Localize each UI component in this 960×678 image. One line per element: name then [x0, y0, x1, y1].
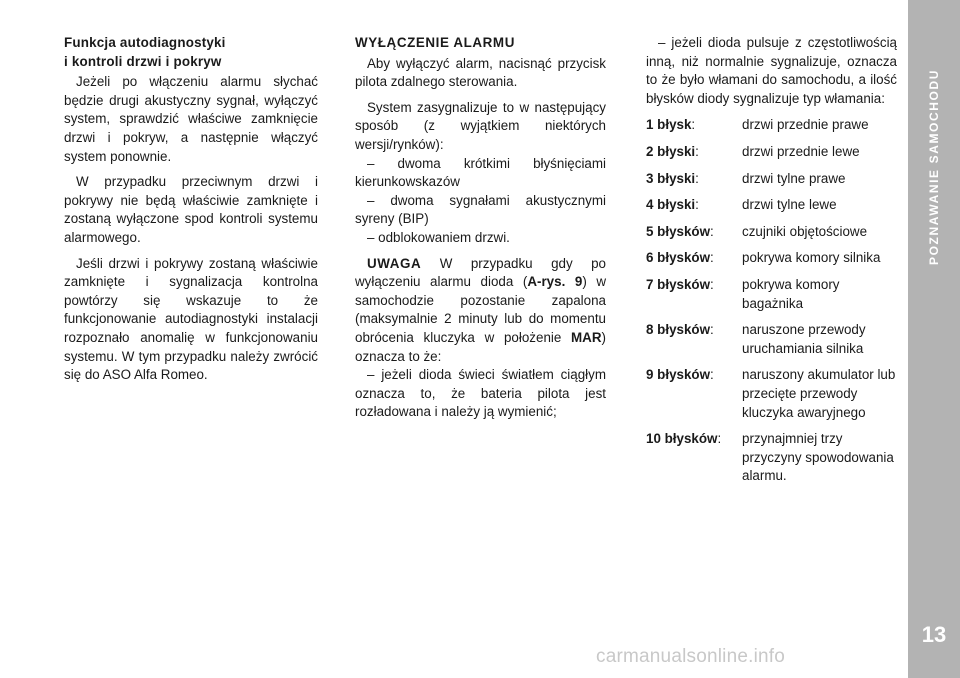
flash-description: drzwi przednie prawe: [742, 117, 869, 133]
flash-count-label: 8 błysków: [646, 322, 711, 338]
flash-row: [646, 116, 897, 135]
flash-description: naruszony akumulator lub przecięte przewody kluczyka awaryjnego: [742, 367, 896, 420]
flash-description: naruszone przewody uruchamiania silnika: [742, 322, 866, 356]
paragraph: – jeżeli dioda pulsuje z częstotliwością inną, niż normalnie sygnalizuje, oznacza to że było włamani do samochodu, a ilość błysków diody sygnalizuje typ włamania:: [646, 35, 897, 106]
flash-count-label: 6 błysków: [646, 250, 711, 266]
flash-row: [646, 366, 897, 422]
paragraph: System zasygnalizuje to w następujący sposób (z wyjątkiem niektórych wersji/rynków):: [355, 99, 606, 152]
paragraph: Jeżeli po włączeniu alarmu słychać będzie drugi akustyczny sygnał, wyłączyć system, sprawdzić właściwe zamknięcie drzwi i pokryw, a następnie włączyć system ponownie.: [64, 74, 318, 164]
flash-row: [646, 276, 897, 313]
paragraph: Jeśli drzwi i pokrywy zostaną właściwie zamknięte i sygnalizacja kontrolna powtórzy się wskazuje to że funkcjonowanie autodiagnostyki instalacji rozpoznało anomalię w funkcjonowaniu systemu. W tym przypadku należy zwrócić się do ASO Alfa Romeo.: [64, 255, 318, 383]
flash-count-label: 5 błysków: [646, 223, 711, 239]
flash-count: 3 błyski:: [646, 170, 699, 186]
paragraph: W przypadku przeciwnym drzwi i pokrywy nie będą właściwie zamknięte i zostaną wyłączone spod kontroli systemu alarmowego.: [64, 174, 318, 245]
flash-count: 9 błysków:: [646, 367, 714, 383]
flash-count-label: 3 błyski: [646, 170, 696, 186]
flash-count-label: 2 błyski: [646, 143, 696, 159]
flash-code-list: [646, 116, 897, 486]
flash-description: drzwi przednie lewe: [742, 143, 860, 159]
note-text: ) oznacza to że:: [355, 329, 606, 364]
chapter-title: POZNAWANIE SAMOCHODU: [927, 69, 941, 266]
flash-count-label: 7 błysków: [646, 276, 711, 292]
column-3: [646, 34, 897, 486]
flash-description: czujniki objętościowe: [742, 223, 868, 239]
flash-count-label: 1 błysk: [646, 117, 692, 133]
column-1: [64, 34, 318, 392]
flash-row: [646, 223, 897, 242]
list-item: – jeżeli dioda świeci światłem ciągłym oznacza to, że bateria pilota jest rozładowana i należy ją wymienić;: [355, 367, 606, 420]
flash-row: [646, 170, 897, 189]
flash-description: drzwi tylne prawe: [742, 170, 846, 186]
flash-description: drzwi tylne lewe: [742, 197, 837, 213]
flash-count: 10 błysków:: [646, 431, 722, 447]
flash-count: 4 błyski:: [646, 197, 699, 213]
flash-count: 2 błyski:: [646, 143, 699, 159]
watermark: carmanualsonline.info: [596, 646, 786, 667]
flash-row: [646, 249, 897, 268]
flash-count: 5 błysków:: [646, 223, 714, 239]
column-2: [355, 34, 606, 422]
section-heading-autodiagnostics: [64, 34, 318, 71]
list-item: – dwoma krótkimi błyśnięciami kierunkowskazów: [355, 155, 606, 190]
flash-count-label: 9 błysków: [646, 367, 711, 383]
flash-row: [646, 321, 897, 358]
figure-reference: A-rys. 9: [527, 274, 583, 290]
flash-row: [646, 143, 897, 162]
note-text: W przypadku gdy po wyłączeniu alarmu dioda (: [355, 255, 606, 290]
list-item: – odblokowaniem drzwi.: [367, 229, 510, 245]
paragraph: Aby wyłączyć alarm, nacisnąć przycisk pilota zdalnego sterowania.: [355, 55, 606, 90]
heading-line-1: Funkcja autodiagnostyki: [64, 35, 226, 50]
list-item: – dwoma sygnałami akustycznymi syreny (BIP): [355, 192, 606, 227]
flash-description: pokrywa komory bagażnika: [742, 276, 840, 311]
page-number: 13: [921, 622, 947, 647]
flash-count: 1 błysk:: [646, 117, 696, 133]
flash-count: 7 błysków:: [646, 276, 714, 292]
flash-description: przynajmniej trzy przyczyny spowodowania alarmu.: [742, 431, 894, 484]
flash-count: 6 błysków:: [646, 250, 714, 266]
flash-row: [646, 196, 897, 215]
flash-count: 8 błysków:: [646, 322, 714, 338]
note-paragraph: [355, 255, 606, 367]
note-text: ) w samochodzie pozostanie zapalona (maksymalnie 2 minuty lub do momentu obrócenia kluczyka w położenie: [355, 274, 607, 345]
flash-row: [646, 430, 897, 486]
heading-line-2: i kontroli drzwi i pokryw: [64, 53, 222, 69]
flash-description: pokrywa komory silnika: [742, 250, 881, 266]
chapter-sidebar: [908, 0, 960, 678]
flash-count-label: 4 błyski: [646, 197, 696, 213]
key-position-label: MAR: [571, 329, 602, 345]
note-label: UWAGA: [367, 255, 422, 271]
flash-count-label: 10 błysków: [646, 431, 718, 447]
section-heading-disarm: WYŁĄCZENIE ALARMU: [355, 35, 515, 50]
